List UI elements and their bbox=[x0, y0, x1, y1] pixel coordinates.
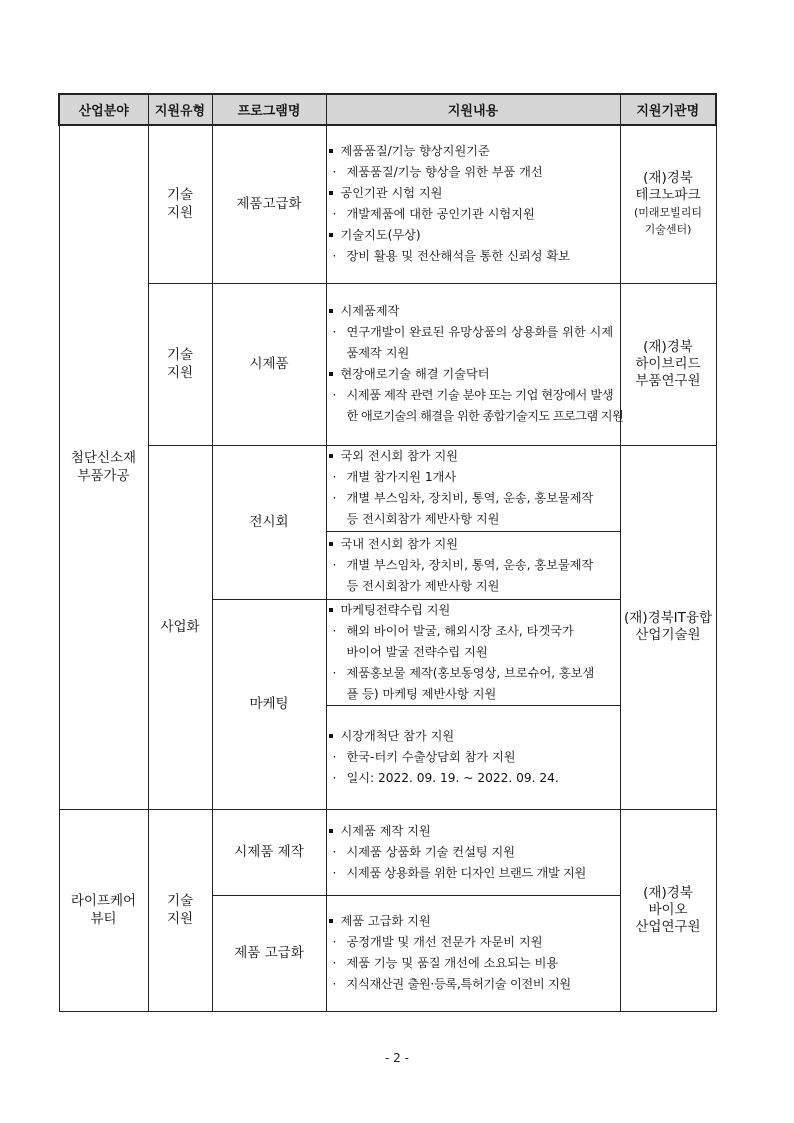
bullet-item: 제품 고급화 지원 bbox=[327, 911, 620, 932]
agency-cell: (재)경북IT융합 산업기술원 bbox=[620, 445, 716, 809]
content-cell bbox=[326, 531, 620, 599]
sub-item: · 연구개발이 완료된 유망상품의 상용화를 위한 시제 bbox=[327, 322, 620, 343]
table-row bbox=[59, 125, 716, 283]
header-content: 지원내용 bbox=[326, 94, 620, 125]
sub-item-continued: 플 등) 마케팅 제반사항 지원 bbox=[346, 686, 497, 701]
header-program: 프로그램명 bbox=[212, 94, 326, 125]
sub-item: · 시제품 상품화 기술 컨설팅 지원 bbox=[327, 842, 620, 863]
sub-item-continued: 등 전시회참가 제반사항 지원 bbox=[346, 578, 500, 593]
bullet-item: 시제품 제작 지원 bbox=[327, 821, 620, 842]
sub-item: · 제품홍보물 제작(홍보동영상, 브로슈어, 홍보샘 bbox=[327, 663, 620, 684]
header-agency: 지원기관명 bbox=[620, 94, 716, 125]
bullet-item: 국외 전시회 참가 지원 bbox=[327, 446, 620, 467]
program-cell: 마케팅 bbox=[212, 599, 326, 809]
sub-item: · 해외 바이어 발굴, 해외시장 조사, 타겟국가 bbox=[327, 621, 620, 642]
bullet-item: 제품품질/기능 향상지원기준 bbox=[327, 141, 620, 162]
sub-item-continued: 등 전시회참가 제반사항 지원 bbox=[346, 512, 500, 526]
content-cell bbox=[326, 705, 620, 809]
sub-item: · 개별 참가지원 1개사 bbox=[327, 467, 620, 488]
sub-item: · 개별 부스임차, 장치비, 통역, 운송, 홍보물제작 bbox=[327, 488, 620, 509]
content-cell bbox=[326, 895, 620, 1011]
industry-cell: 첨단신소재 부품가공 bbox=[59, 125, 148, 809]
bullet-item: 현장애로기술 해결 기술닥터 bbox=[327, 364, 620, 385]
sub-item: · 한국-터키 수출상담회 참가 지원 bbox=[327, 747, 620, 768]
sub-item: · 시제품 제작 관련 기술 분야 또는 기업 현장에서 발생 bbox=[327, 385, 620, 406]
content-cell bbox=[326, 125, 620, 283]
content-cell bbox=[326, 599, 620, 705]
content-cell bbox=[326, 809, 620, 895]
bullet-item: 시제품제작 bbox=[327, 301, 620, 322]
sub-item: · 공정개발 및 개선 전문가 자문비 지원 bbox=[327, 932, 620, 953]
sub-item: · 일시: 2022. 09. 19. ~ 2022. 09. 24. bbox=[327, 768, 620, 789]
header-row bbox=[59, 94, 716, 125]
content-cell bbox=[326, 445, 620, 531]
sub-item: · 제품품질/기능 향상을 위한 부품 개선 bbox=[327, 162, 620, 183]
header-support-type: 지원유형 bbox=[148, 94, 212, 125]
support-type-cell: 기술 지원 bbox=[148, 809, 212, 1011]
agency-cell: (재)경북 하이브리드 부품연구원 bbox=[620, 283, 716, 445]
program-cell: 제품고급화 bbox=[212, 125, 326, 283]
bullet-item: 국내 전시회 참가 지원 bbox=[327, 534, 620, 555]
sub-item-continued: 한 애로기술의 해결을 위한 종합기술지도 프로그램 지원 bbox=[346, 409, 624, 423]
sub-item-continued: 품제작 지원 bbox=[346, 346, 410, 360]
bullet-item: 기술지도(무상) bbox=[327, 225, 620, 246]
table-row bbox=[59, 445, 716, 531]
bullet-item: 공인기관 시험 지원 bbox=[327, 183, 620, 204]
support-type-cell: 기술 지원 bbox=[148, 125, 212, 283]
sub-item-continued: 바이어 발굴 전략수립 지원 bbox=[346, 644, 488, 659]
page-number: - 2 - bbox=[385, 1051, 409, 1065]
sub-item: · 개발제품에 대한 공인기관 시험지원 bbox=[327, 204, 620, 225]
support-type-cell: 기술 지원 bbox=[148, 283, 212, 445]
support-type-cell: 사업화 bbox=[148, 445, 212, 809]
content-cell bbox=[326, 283, 624, 445]
program-cell: 전시회 bbox=[212, 445, 326, 599]
sub-item: · 장비 활용 및 전산해석을 통한 신뢰성 확보 bbox=[327, 246, 620, 267]
sub-item: · 제품 기능 및 품질 개선에 소요되는 비용 bbox=[327, 953, 620, 974]
program-cell: 시제품 제작 bbox=[212, 809, 326, 895]
agency-cell: (재)경북 바이오 산업연구원 bbox=[620, 809, 716, 1011]
sub-item: · 시제품 상용화를 위한 디자인 브랜드 개발 지원 bbox=[327, 863, 620, 884]
program-cell: 시제품 bbox=[212, 283, 326, 445]
table-row bbox=[59, 809, 716, 895]
header-industry: 산업분야 bbox=[59, 94, 148, 125]
bullet-item: 시장개척단 참가 지원 bbox=[327, 726, 620, 747]
program-cell: 제품 고급화 bbox=[212, 895, 326, 1011]
table-row bbox=[59, 283, 716, 445]
sub-item: · 개별 부스임차, 장치비, 통역, 운송, 홍보물제작 bbox=[327, 555, 620, 576]
sub-item: · 지식재산권 출원·등록,특허기술 이전비 지원 bbox=[327, 974, 620, 995]
agency-cell: (재)경북 테크노파크 (미래모빌리티 기술센터) bbox=[620, 125, 716, 283]
support-program-table bbox=[58, 93, 717, 1012]
bullet-item: 마케팅전략수립 지원 bbox=[327, 600, 620, 621]
industry-cell: 라이프케어 뷰티 bbox=[59, 809, 148, 1011]
